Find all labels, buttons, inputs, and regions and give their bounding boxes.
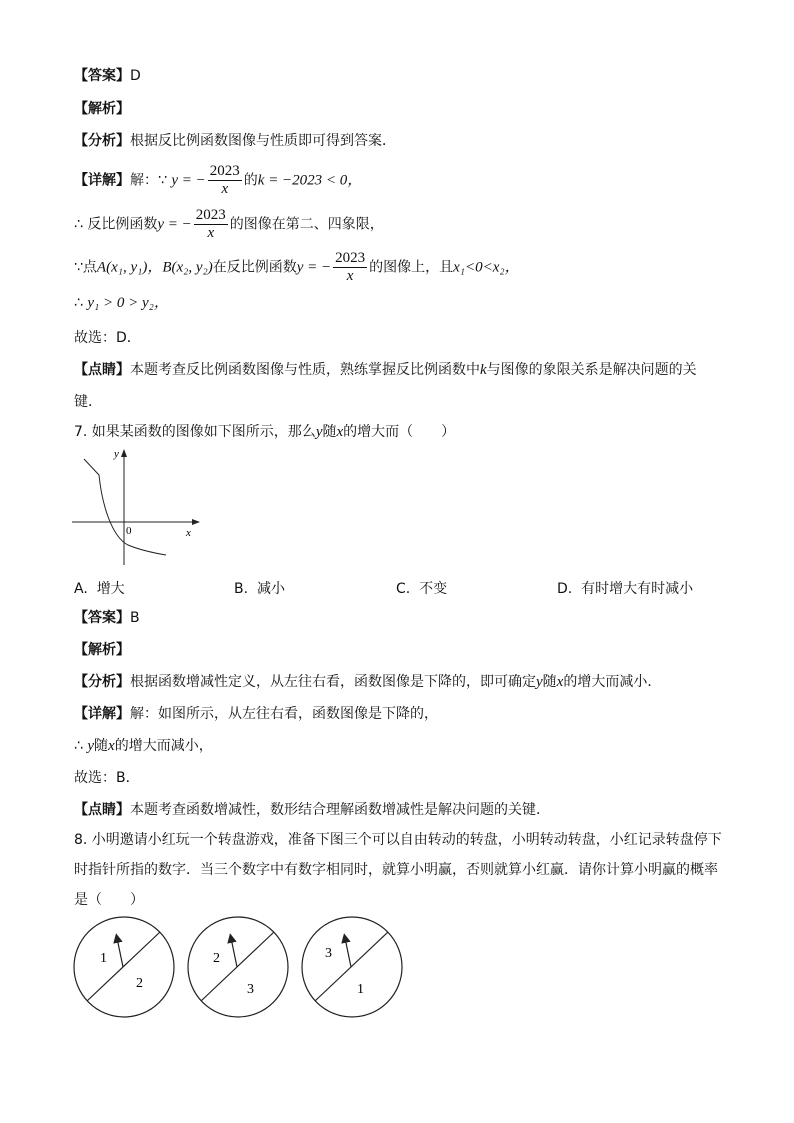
- q7-analysis-heading: [74, 640, 130, 660]
- q6-points-line: [74, 250, 520, 285]
- k-condition: k = −2023 < 0，: [257, 172, 363, 189]
- detail-tag: 【详解】: [74, 706, 130, 722]
- therefore-symbol: ∴: [74, 738, 83, 754]
- comment-text-2: 与图像的象限关系是解决问题的关: [486, 362, 697, 378]
- line3-mid: 在反比例函数: [212, 259, 297, 276]
- x-axis-arrow: [192, 519, 200, 525]
- because-symbol: ∵: [158, 172, 167, 189]
- q8-stem-3: 是（ ）: [74, 892, 144, 908]
- q7-detail-line: [74, 704, 438, 724]
- point-word: 点: [82, 259, 97, 276]
- fraction-numerator: 2023: [335, 250, 366, 266]
- answer-value: B: [130, 610, 140, 626]
- q7-conclusion-line: [74, 736, 213, 756]
- q7-stem: [74, 422, 455, 442]
- q8-stem-1: 8. 小明邀请小红玩一个转盘游戏，准备下图三个可以自由转动的转盘，小明转动转盘，小红记录转盘停下: [74, 832, 722, 848]
- q6-answer-line: [74, 66, 141, 86]
- x-axis-label: x: [186, 527, 191, 539]
- answer-tag: 【答案】: [74, 610, 130, 626]
- q8-stem-line-3: [74, 890, 144, 910]
- line2-prefix: 反比例函数: [87, 216, 158, 233]
- answer-tag: 【答案】: [74, 68, 130, 84]
- analysis-tag: 【解析】: [74, 642, 130, 658]
- option-c[interactable]: [396, 578, 447, 598]
- q8-stem-line-2: [74, 860, 718, 880]
- therefore-symbol: ∴: [74, 295, 83, 311]
- option-c-text: 不变: [419, 581, 448, 597]
- option-b-text: 减小: [256, 581, 285, 597]
- because-symbol: ∵: [74, 259, 83, 276]
- y-axis-label: y: [114, 448, 119, 460]
- origin-label: 0: [126, 525, 132, 537]
- spinner-3-top-number: 3: [325, 946, 332, 961]
- spinner-2-top-number: 2: [213, 951, 220, 966]
- option-d-text: 有时增大有时减小: [581, 581, 694, 597]
- spinner-3: [302, 917, 402, 1017]
- pointer-arrow: [117, 938, 123, 967]
- comment-tag: 【点睛】: [74, 362, 130, 378]
- choice-text: 故选：B．: [74, 770, 140, 786]
- option-b-letter: B.: [234, 581, 249, 597]
- therefore-symbol: ∴: [74, 216, 83, 233]
- option-a-letter: A.: [74, 581, 88, 597]
- conclusion-end: 的增大而减小，: [114, 738, 213, 754]
- point-a: A(x₁, y₁)，: [96, 259, 163, 276]
- q7-stem-end: 的增大而（ ）: [343, 424, 456, 440]
- option-d-letter: D.: [557, 581, 573, 597]
- var-x: x: [556, 674, 564, 690]
- option-a[interactable]: [74, 578, 125, 598]
- var-x: x: [336, 424, 344, 440]
- fraction: [208, 163, 242, 198]
- function-lhs: y = −: [171, 172, 206, 189]
- comment-text-3: 键．: [74, 394, 102, 410]
- comment-k: k: [480, 362, 487, 378]
- sui-text: 随: [94, 738, 109, 754]
- fraction-numerator: 2023: [195, 207, 226, 223]
- fenxi-tag: 【分析】: [74, 133, 130, 149]
- fenxi-tag: 【分析】: [74, 674, 130, 690]
- q6-analysis-heading: [74, 99, 130, 119]
- spinner-1-bottom-number: 2: [136, 976, 143, 991]
- q6-comment-line-2: [74, 392, 102, 412]
- comment-text-1: 本题考查反比例函数图像与性质，熟练掌握反比例函数中: [130, 362, 480, 378]
- option-b[interactable]: [234, 578, 285, 598]
- var-y: y: [315, 424, 323, 440]
- answer-value: D: [130, 68, 141, 84]
- point-b: B(x₂, y₂): [162, 259, 213, 276]
- fenxi-text: 根据反比例函数图像与性质即可得到答案．: [130, 133, 396, 149]
- q6-detail-line: [74, 163, 362, 198]
- spinner-3-bottom-number: 1: [357, 982, 364, 997]
- de-text: 的: [243, 172, 258, 189]
- pointer-arrow: [231, 938, 237, 967]
- comment-text: 本题考查函数增减性，数形结合理解函数增减性是解决问题的关键．: [130, 802, 550, 818]
- fraction-numerator: 2023: [209, 163, 240, 179]
- fraction-denominator: x: [207, 225, 215, 241]
- spinners-figure: [70, 912, 410, 1022]
- y-relation: y₁ > 0 > y₂，: [87, 295, 169, 311]
- function-lhs: y = −: [296, 259, 332, 276]
- sui-text: 随: [542, 674, 557, 690]
- q6-choice-line: [74, 328, 141, 348]
- q6-quadrant-line: [74, 207, 384, 242]
- fraction-denominator: x: [346, 268, 354, 284]
- var-y: y: [536, 674, 543, 690]
- option-c-letter: C.: [396, 581, 411, 597]
- function-graph: [68, 445, 208, 570]
- fraction-denominator: x: [221, 181, 229, 197]
- function-curve: [84, 459, 166, 555]
- function-lhs: y = −: [157, 216, 192, 233]
- q7-answer-line: [74, 608, 140, 628]
- var-y: y: [87, 738, 95, 754]
- x-condition: x₁<0<x₂，: [453, 259, 520, 276]
- var-x: x: [108, 738, 115, 754]
- q7-choice-line: [74, 768, 140, 788]
- choice-text: 故选：D．: [74, 330, 141, 346]
- spinner-1-top-number: 1: [100, 951, 107, 966]
- detail-prefix: 解：: [130, 172, 158, 189]
- line2-suffix: 的图像在第二、四象限，: [229, 216, 384, 233]
- q6-relation-line: [74, 293, 169, 313]
- option-d[interactable]: [557, 578, 693, 598]
- line3-suffix: 的图像上，且: [369, 259, 454, 276]
- q7-fenxi-line: [74, 672, 661, 692]
- sui-text: 随: [322, 424, 337, 440]
- fenxi-text-2: 的增大而减小．: [563, 674, 662, 690]
- option-a-text: 增大: [96, 581, 125, 597]
- detail-tag: 【详解】: [74, 172, 130, 189]
- fenxi-text-1: 根据函数增减性定义，从左往右看，函数图像是下降的，即可确定: [130, 674, 536, 690]
- analysis-tag: 【解析】: [74, 101, 130, 117]
- q8-stem-2: 时指针所指的数字．当三个数字中有数字相同时，就算小明赢，否则就算小红赢．请你计算小明赢的概率: [74, 862, 718, 878]
- detail-text: 解：如图所示，从左往右看，函数图像是下降的，: [130, 706, 438, 722]
- spinner-2: [188, 917, 288, 1017]
- spinner-2-bottom-number: 3: [247, 982, 254, 997]
- q6-fenxi-line: [74, 131, 396, 151]
- q7-stem-text: 7. 如果某函数的图像如下图所示，那么: [74, 424, 316, 440]
- spinner-1: [74, 917, 174, 1017]
- pointer-arrow: [345, 938, 351, 967]
- q6-comment-line: [74, 360, 697, 380]
- q7-comment-line: [74, 800, 550, 820]
- q8-stem-line-1: [74, 830, 722, 850]
- fraction: [194, 207, 228, 242]
- fraction: [333, 250, 367, 285]
- comment-tag: 【点睛】: [74, 802, 130, 818]
- y-axis-arrow: [121, 449, 127, 457]
